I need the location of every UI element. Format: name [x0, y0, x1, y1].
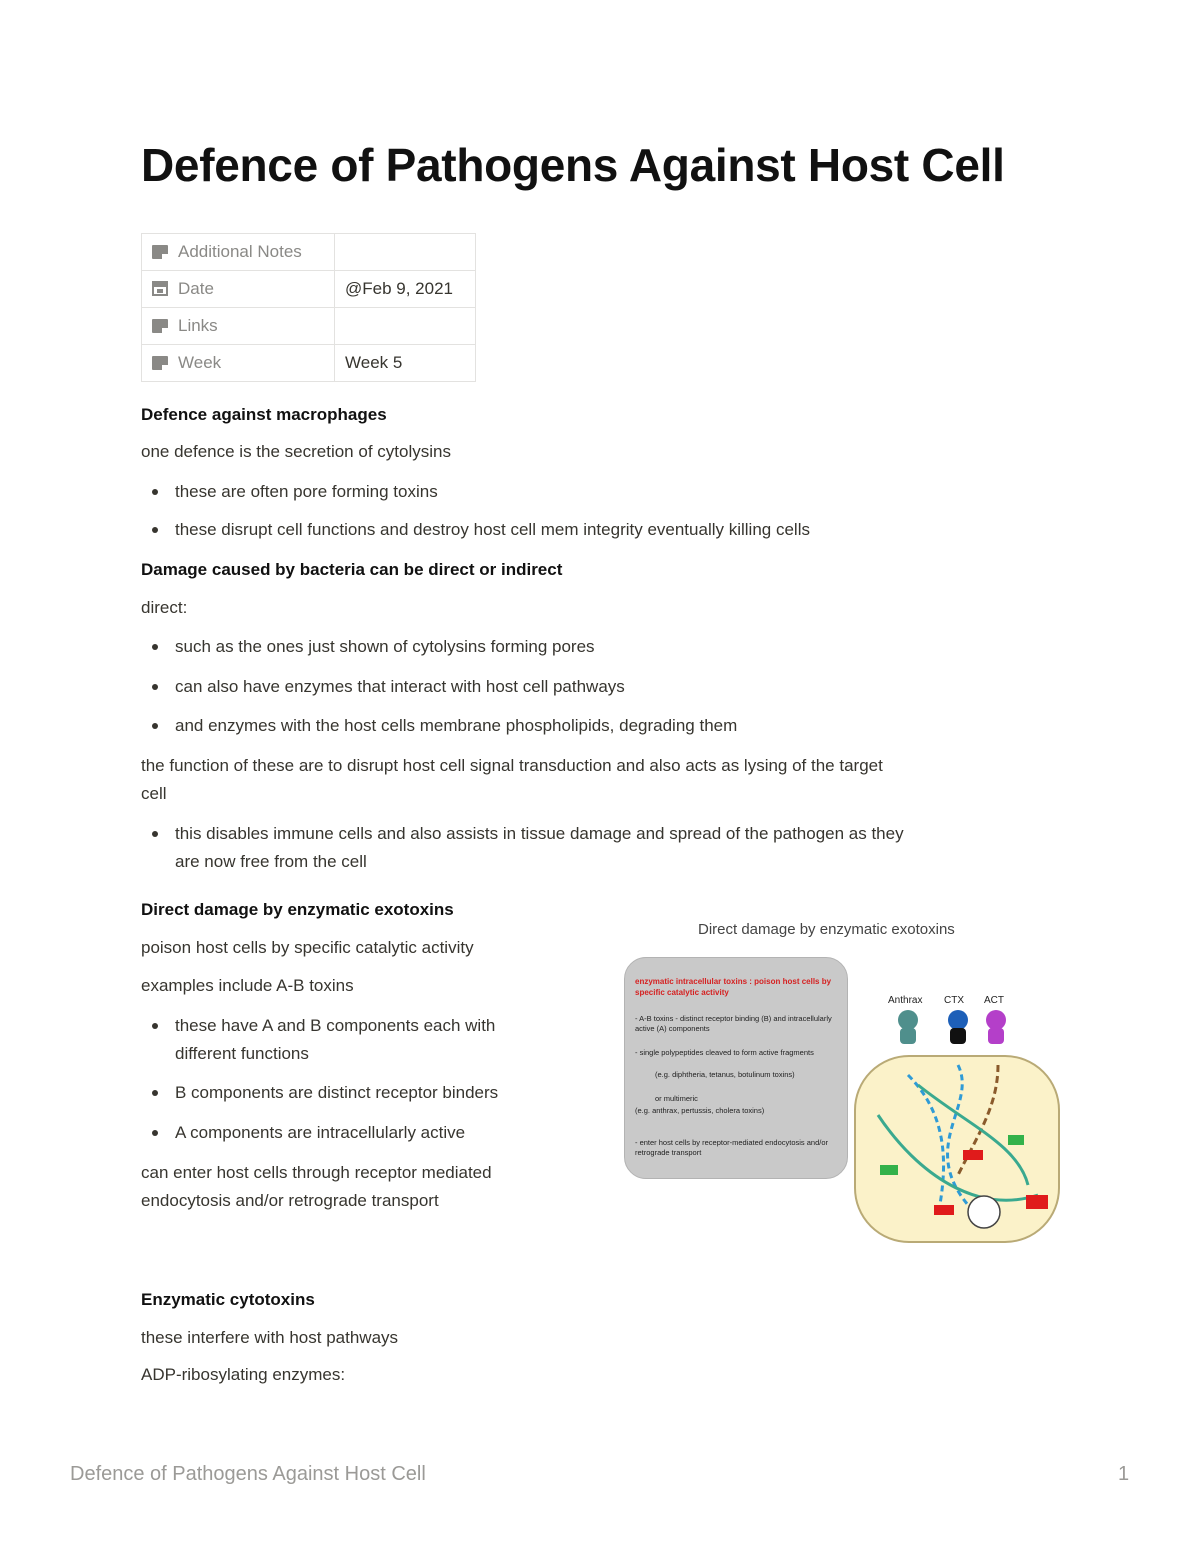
figure-box-line: (e.g. anthrax, pertussis, cholera toxins) [635, 1106, 765, 1115]
list-item: this disables immune cells and also assists in tissue damage and spread of the pathogen as they [141, 820, 904, 848]
property-value[interactable]: Week 5 [335, 345, 476, 382]
list-item: A components are intracellularly active [141, 1119, 465, 1147]
list-item: can also have enzymes that interact with host cell pathways [141, 673, 625, 701]
paragraph: ADP-ribosylating enzymes: [141, 1365, 346, 1384]
property-row [142, 308, 476, 345]
list-item: such as the ones just shown of cytolysins forming pores [141, 633, 595, 661]
pathway-node [934, 1205, 954, 1215]
property-value[interactable] [335, 308, 476, 345]
section-heading: Defence against macrophages [141, 405, 387, 424]
property-key: Date [178, 279, 214, 298]
paragraph-line: the function of these are to disrupt host cell signal transduction and also acts as lysing of the target [141, 756, 883, 775]
toxin-act-receptor [988, 1028, 1004, 1044]
footer-title: Defence of Pathogens Against Host Cell [70, 1463, 426, 1485]
pathway-node [1008, 1135, 1024, 1145]
pathway-node [968, 1196, 1000, 1228]
pathway-node [963, 1150, 983, 1160]
calendar-icon [152, 281, 168, 296]
property-value[interactable]: @Feb 9, 2021 [335, 271, 476, 308]
property-key: Week [178, 353, 222, 372]
paragraph: one defence is the secretion of cytolysins [141, 442, 451, 461]
list-item: B components are distinct receptor binders [141, 1079, 498, 1107]
toxin-label-act: ACT [984, 995, 1004, 1006]
toxin-figure [618, 915, 1063, 1245]
figure-box-line: or multimeric [655, 1094, 698, 1103]
list-item: these have A and B components each with [141, 1012, 495, 1040]
list-item: these are often pore forming toxins [141, 478, 438, 506]
paragraph: these interfere with host pathways [141, 1328, 399, 1347]
figure-box-heading: enzymatic intracellular toxins : poison host cells by specific catalytic activity [635, 977, 832, 997]
section-heading: Direct damage by enzymatic exotoxins [141, 900, 454, 919]
pathway-arrow [908, 1075, 944, 1215]
notes-icon [152, 356, 168, 370]
property-key: Links [178, 316, 218, 335]
paragraph-line: cell [141, 784, 167, 803]
toxin-ctx-receptor [950, 1028, 966, 1044]
figure-title: Direct damage by enzymatic exotoxins [698, 921, 955, 938]
section-heading: Enzymatic cytotoxins [141, 1290, 315, 1309]
toxin-anthrax-receptor [900, 1028, 916, 1044]
figure-box-line: (e.g. diphtheria, tetanus, botulinum toxins) [655, 1070, 795, 1079]
figure-box-line: - A-B toxins - distinct receptor binding (B) and intracellularly active (A) components [635, 1014, 832, 1033]
toxin-label-anthrax: Anthrax [888, 995, 923, 1006]
figure-box-line: - single polypeptides cleaved to form active fragments [635, 1048, 814, 1057]
toxin-act-molecule [986, 1010, 1006, 1030]
property-row [142, 271, 476, 308]
property-key: Additional Notes [178, 242, 302, 261]
notes-icon [152, 319, 168, 333]
list-item-continuation: are now free from the cell [175, 852, 367, 871]
notes-icon [152, 245, 168, 259]
pathway-node [1026, 1195, 1048, 1209]
figure-box-line: - enter host cells by receptor-mediated endocytosis and/or retrograde transport [635, 1138, 829, 1157]
toxin-ctx-molecule [948, 1010, 968, 1030]
paragraph: direct: [141, 598, 188, 617]
paragraph: poison host cells by specific catalytic activity [141, 938, 474, 957]
properties-table [141, 233, 476, 382]
pathway-diagram [618, 915, 1063, 1245]
pathway-node [880, 1165, 898, 1175]
paragraph-line: can enter host cells through receptor mediated [141, 1163, 492, 1182]
toxin-label-ctx: CTX [944, 995, 964, 1006]
property-row [142, 234, 476, 271]
page-number: 1 [1118, 1463, 1130, 1485]
list-item-continuation: different functions [175, 1044, 309, 1063]
list-item: these disrupt cell functions and destroy host cell mem integrity eventually killing cells [141, 516, 810, 544]
toxin-anthrax-molecule [898, 1010, 918, 1030]
property-row [142, 345, 476, 382]
paragraph-line: endocytosis and/or retrograde transport [141, 1191, 439, 1210]
page-title: Defence of Pathogens Against Host Cell [141, 139, 1005, 191]
paragraph: examples include A-B toxins [141, 976, 354, 995]
list-item: and enzymes with the host cells membrane phospholipids, degrading them [141, 712, 737, 740]
section-heading: Damage caused by bacteria can be direct or indirect [141, 560, 563, 579]
property-value[interactable] [335, 234, 476, 271]
